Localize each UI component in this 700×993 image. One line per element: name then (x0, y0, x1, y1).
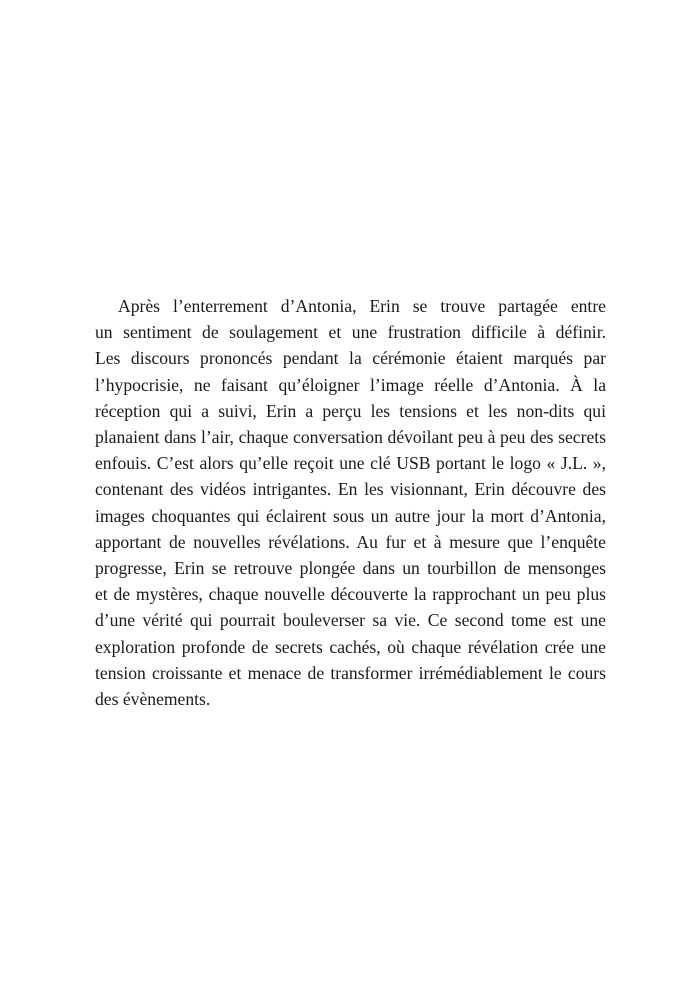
paragraph-line: exploration profonde de secrets cachés, où chaque révélation crée une (95, 636, 606, 657)
paragraph-line: planaient dans l’air, chaque conversation dévoilant peu à peu des secrets (95, 427, 606, 448)
paragraph-line: et de mystères, chaque nouvelle découverte la rapprochant un peu plus (95, 584, 606, 605)
paragraph-line: tension croissante et menace de transformer irrémédiablement le cours (95, 662, 606, 683)
summary-paragraph (95, 293, 606, 712)
paragraph-line: progresse, Erin se retrouve plongée dans un tourbillon de mensonges (95, 558, 606, 579)
paragraph-line: enfouis. C’est alors qu’elle reçoit une clé USB portant le logo « J.L. », (95, 453, 606, 474)
paragraph-line: apportant de nouvelles révélations. Au fur et à mesure que l’enquête (95, 531, 606, 552)
paragraph-line: un sentiment de soulagement et une frustration difficile à définir. (95, 322, 606, 343)
paragraph-line: l’hypocrisie, ne faisant qu’éloigner l’image réelle d’Antonia. À la (95, 374, 606, 395)
paragraph-line: réception qui a suivi, Erin a perçu les tensions et les non-dits qui (95, 400, 606, 421)
paragraph-line: contenant des vidéos intrigantes. En les visionnant, Erin découvre des (95, 479, 606, 500)
paragraph-line: des évènements. (95, 689, 211, 710)
paragraph-line: Les discours prononcés pendant la cérémonie étaient marqués par (95, 348, 606, 369)
paragraph-line: d’une vérité qui pourrait bouleverser sa vie. Ce second tome est une (95, 610, 606, 631)
paragraph-line: images choquantes qui éclairent sous un autre jour la mort d’Antonia, (95, 505, 606, 526)
paragraph-line: Après l’enterrement d’Antonia, Erin se trouve partagée entre (118, 296, 606, 316)
